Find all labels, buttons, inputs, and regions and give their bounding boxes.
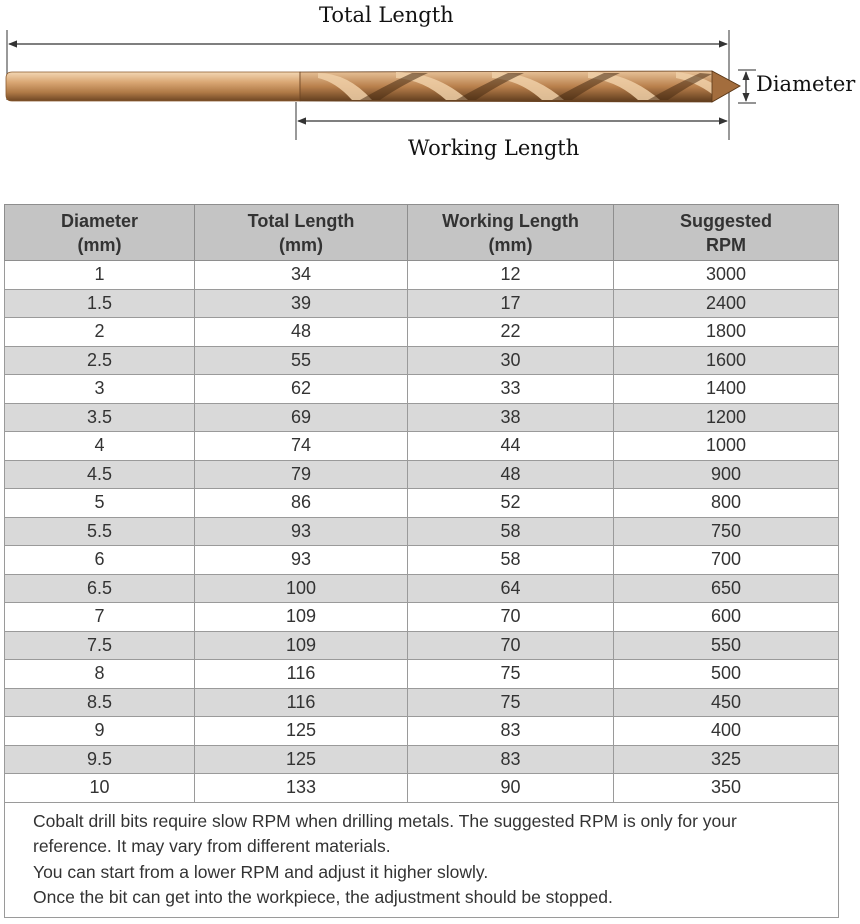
table-row [5, 318, 839, 347]
table-row [5, 346, 839, 375]
cell-working-length: 70 [408, 603, 614, 632]
cell-suggested-rpm: 500 [614, 660, 839, 689]
cell-working-length: 58 [408, 546, 614, 575]
table-row [5, 774, 839, 803]
cell-working-length: 90 [408, 774, 614, 803]
cell-total-length: 79 [195, 460, 408, 489]
table-row [5, 603, 839, 632]
cell-diameter: 9.5 [5, 745, 195, 774]
cell-total-length: 109 [195, 631, 408, 660]
cell-suggested-rpm: 1600 [614, 346, 839, 375]
cell-total-length: 93 [195, 517, 408, 546]
cell-suggested-rpm: 3000 [614, 261, 839, 290]
cell-total-length: 62 [195, 375, 408, 404]
table-header-row [5, 205, 839, 261]
cell-suggested-rpm: 1800 [614, 318, 839, 347]
table-row [5, 546, 839, 575]
header-suggested-rpm: Suggested RPM [614, 205, 839, 261]
cell-diameter: 2.5 [5, 346, 195, 375]
header-working-length: Working Length (mm) [408, 205, 614, 261]
cell-suggested-rpm: 800 [614, 489, 839, 518]
cell-total-length: 100 [195, 574, 408, 603]
cell-suggested-rpm: 450 [614, 688, 839, 717]
cell-working-length: 17 [408, 289, 614, 318]
cell-suggested-rpm: 750 [614, 517, 839, 546]
cell-working-length: 48 [408, 460, 614, 489]
cell-diameter: 6.5 [5, 574, 195, 603]
cell-suggested-rpm: 700 [614, 546, 839, 575]
note-line: Cobalt drill bits require slow RPM when drilling metals. The suggested RPM is only for your [33, 810, 737, 831]
cell-diameter: 8.5 [5, 688, 195, 717]
cell-total-length: 125 [195, 745, 408, 774]
cell-working-length: 30 [408, 346, 614, 375]
diameter-label: Diameter [756, 72, 856, 96]
cell-total-length: 74 [195, 432, 408, 461]
cell-suggested-rpm: 550 [614, 631, 839, 660]
working-length-label: Working Length [408, 136, 580, 160]
cell-suggested-rpm: 1400 [614, 375, 839, 404]
header-diameter: Diameter (mm) [5, 205, 195, 261]
header-total-length: Total Length (mm) [195, 205, 408, 261]
cell-suggested-rpm: 2400 [614, 289, 839, 318]
cell-diameter: 6 [5, 546, 195, 575]
cell-suggested-rpm: 600 [614, 603, 839, 632]
cell-suggested-rpm: 400 [614, 717, 839, 746]
cell-diameter: 4 [5, 432, 195, 461]
cell-diameter: 5 [5, 489, 195, 518]
cell-suggested-rpm: 350 [614, 774, 839, 803]
cell-diameter: 1.5 [5, 289, 195, 318]
cell-total-length: 109 [195, 603, 408, 632]
cell-working-length: 38 [408, 403, 614, 432]
cell-working-length: 33 [408, 375, 614, 404]
cell-diameter: 3.5 [5, 403, 195, 432]
cell-total-length: 86 [195, 489, 408, 518]
cell-working-length: 58 [408, 517, 614, 546]
table-row [5, 745, 839, 774]
cell-working-length: 22 [408, 318, 614, 347]
cell-diameter: 3 [5, 375, 195, 404]
cell-suggested-rpm: 325 [614, 745, 839, 774]
drill-tip [712, 71, 740, 102]
cell-total-length: 34 [195, 261, 408, 290]
cell-total-length: 55 [195, 346, 408, 375]
cell-suggested-rpm: 650 [614, 574, 839, 603]
cell-diameter: 10 [5, 774, 195, 803]
cell-diameter: 1 [5, 261, 195, 290]
cell-suggested-rpm: 1000 [614, 432, 839, 461]
cell-diameter: 2 [5, 318, 195, 347]
cell-diameter: 9 [5, 717, 195, 746]
cell-working-length: 75 [408, 688, 614, 717]
table-row [5, 574, 839, 603]
cell-diameter: 8 [5, 660, 195, 689]
cell-working-length: 52 [408, 489, 614, 518]
cell-diameter: 4.5 [5, 460, 195, 489]
table-row [5, 289, 839, 318]
cell-working-length: 12 [408, 261, 614, 290]
cell-working-length: 83 [408, 717, 614, 746]
cell-suggested-rpm: 900 [614, 460, 839, 489]
cell-diameter: 7 [5, 603, 195, 632]
cell-total-length: 93 [195, 546, 408, 575]
drill-shank [6, 72, 300, 101]
cell-diameter: 5.5 [5, 517, 195, 546]
table-row [5, 688, 839, 717]
cell-working-length: 64 [408, 574, 614, 603]
table-row [5, 489, 839, 518]
note-line: Once the bit can get into the workpiece, the adjustment should be stopped. [33, 887, 613, 907]
cell-total-length: 69 [195, 403, 408, 432]
cell-total-length: 39 [195, 289, 408, 318]
notes-row [5, 802, 839, 917]
total-length-label: Total Length [319, 3, 454, 27]
note-line: You can start from a lower RPM and adjust it higher slowly. [33, 861, 489, 882]
cell-total-length: 116 [195, 660, 408, 689]
cell-total-length: 116 [195, 688, 408, 717]
cell-total-length: 125 [195, 717, 408, 746]
table-row [5, 660, 839, 689]
table-row [5, 403, 839, 432]
drill-size-table [4, 204, 839, 918]
table-row [5, 717, 839, 746]
cell-working-length: 83 [408, 745, 614, 774]
cell-total-length: 48 [195, 318, 408, 347]
cell-total-length: 133 [195, 774, 408, 803]
cell-suggested-rpm: 1200 [614, 403, 839, 432]
table-row [5, 261, 839, 290]
table-row [5, 517, 839, 546]
cell-working-length: 70 [408, 631, 614, 660]
cell-diameter: 7.5 [5, 631, 195, 660]
table-row [5, 631, 839, 660]
drill-bit-illustration [0, 0, 860, 190]
note-line: reference. It may vary from different materials. [33, 836, 391, 856]
notes-cell [5, 802, 839, 917]
table-row [5, 460, 839, 489]
cell-working-length: 44 [408, 432, 614, 461]
table-row [5, 375, 839, 404]
table-body [5, 261, 839, 803]
cell-working-length: 75 [408, 660, 614, 689]
drill-bit-diagram [0, 0, 860, 190]
table-row [5, 432, 839, 461]
